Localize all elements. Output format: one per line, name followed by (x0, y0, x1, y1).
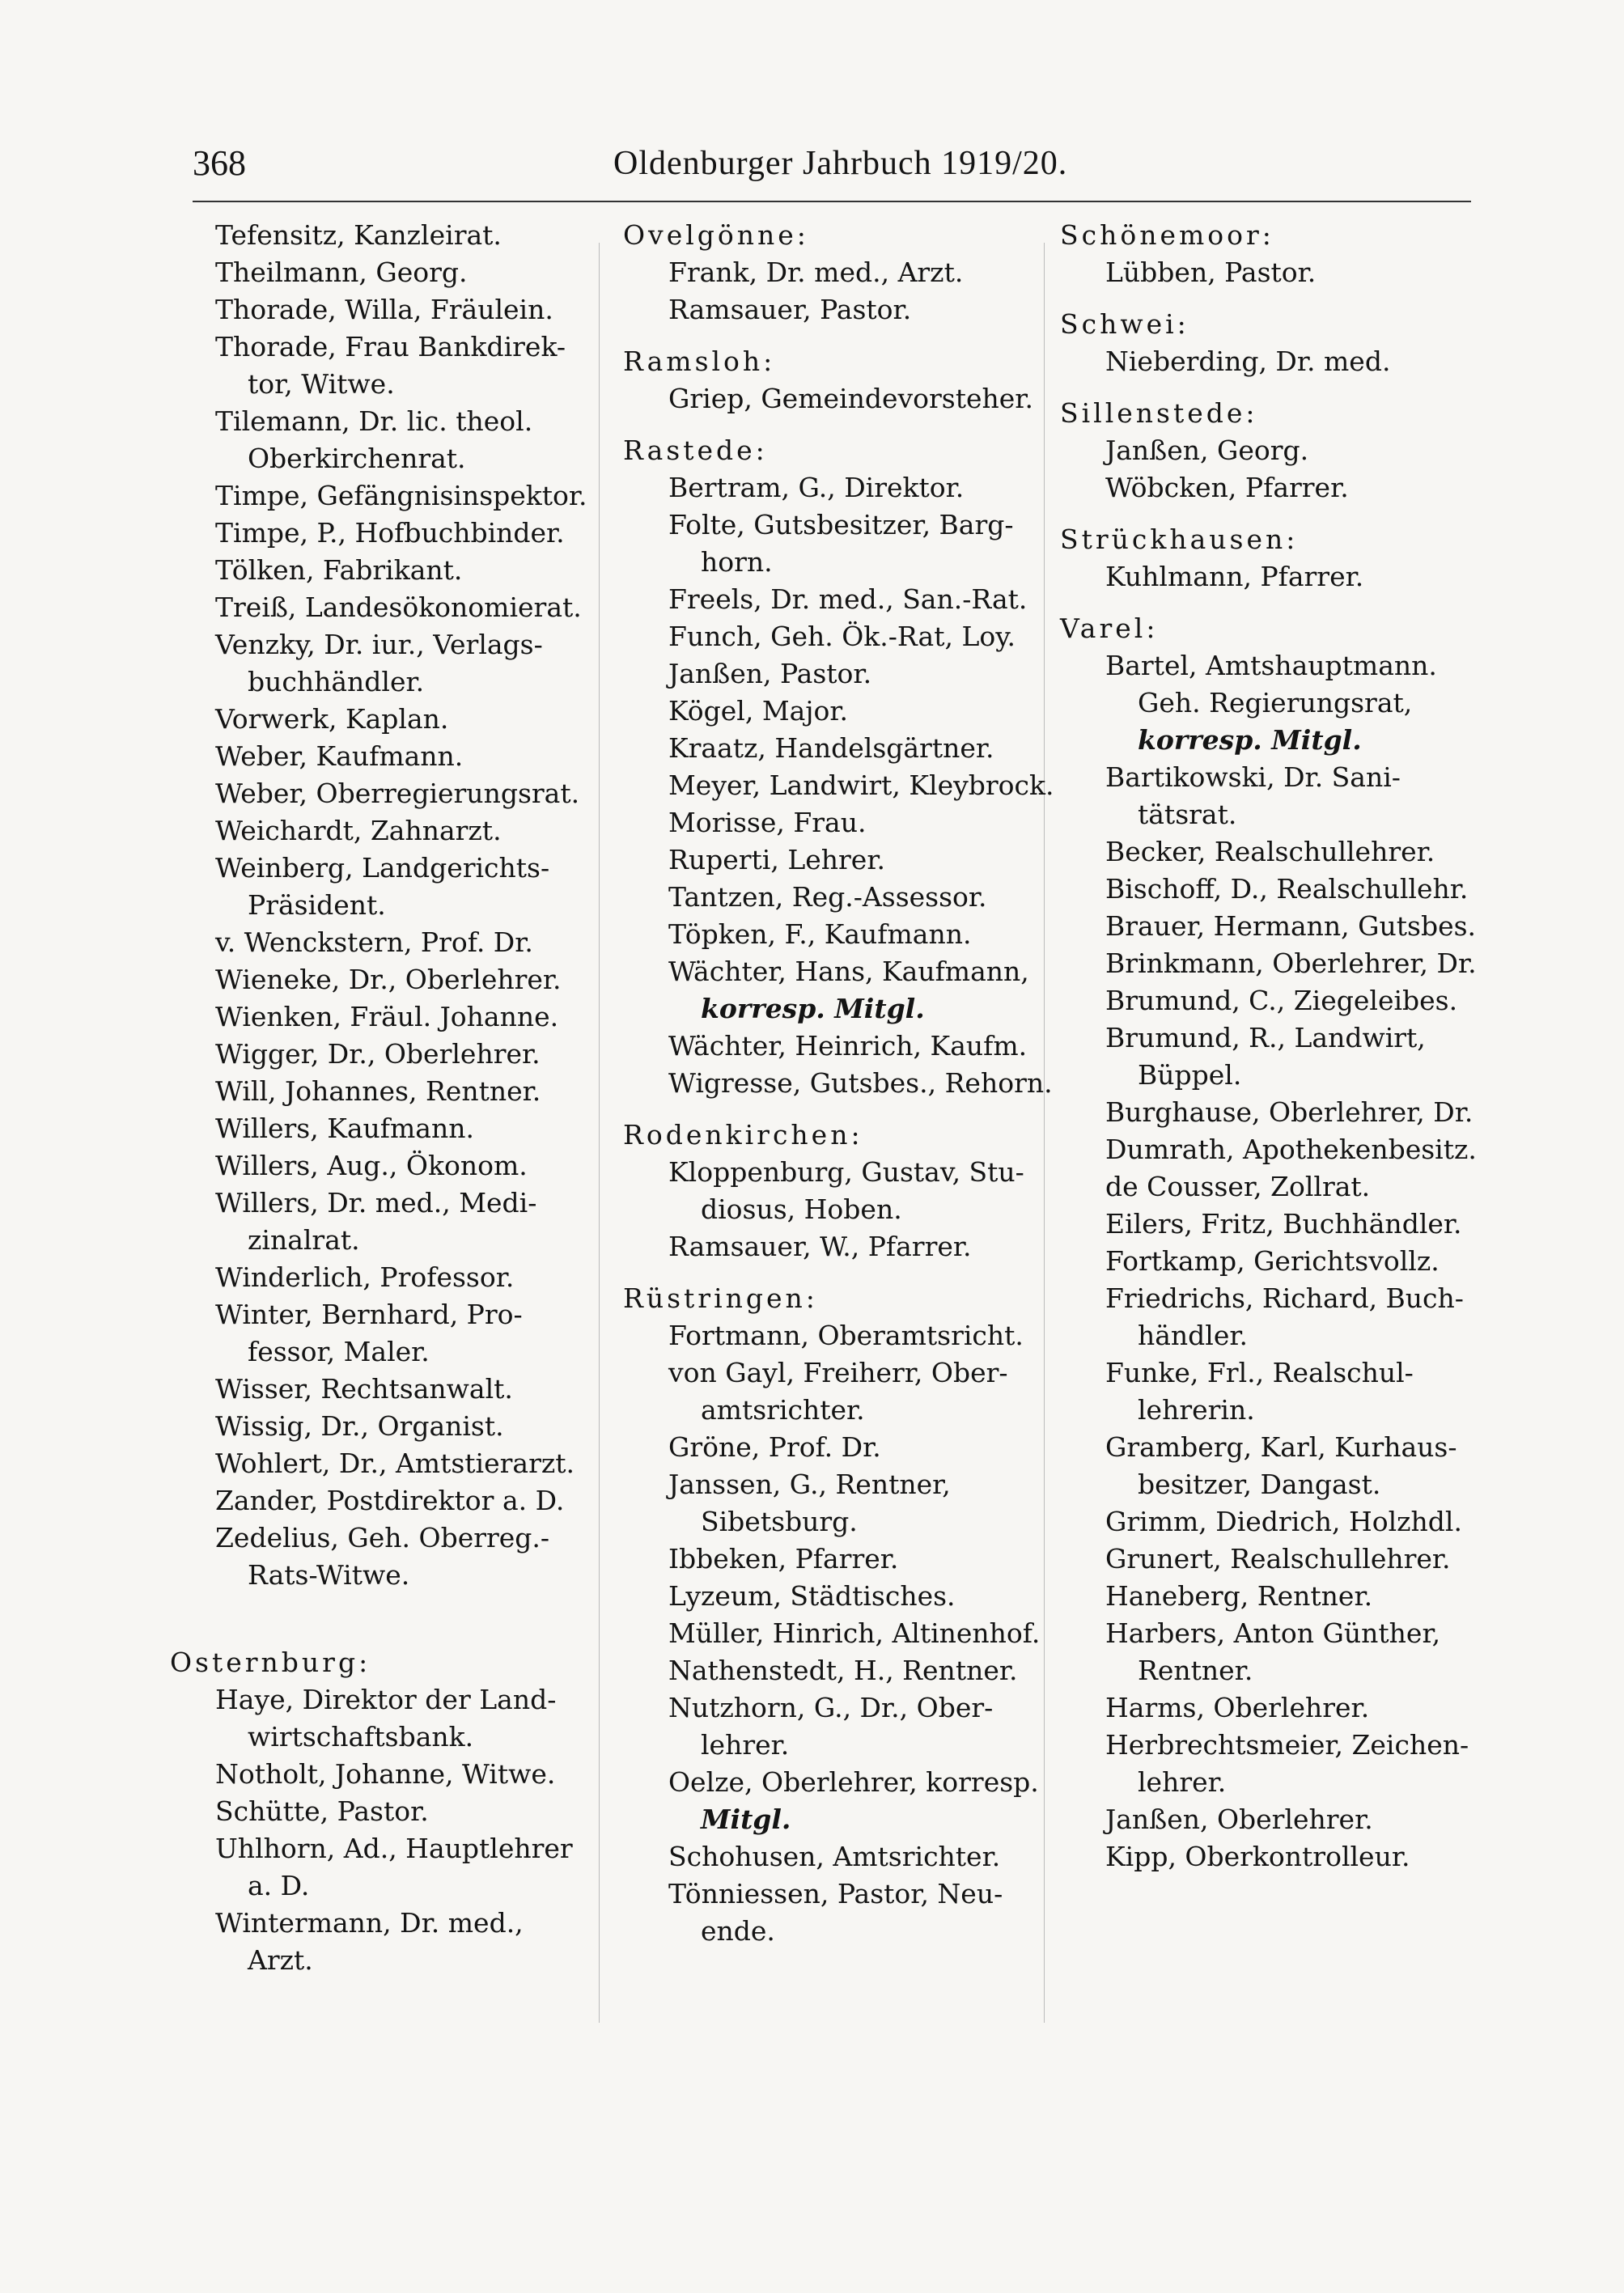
member-entry: Ruperti, Lehrer. (668, 844, 885, 875)
entry-continuation: besitzer, Dangast. (1138, 1469, 1381, 1500)
place-heading: Osternburg: (170, 1647, 371, 1678)
member-entry: Funke, Frl., Realschul- (1105, 1357, 1414, 1388)
member-entry: Weinberg, Landgerichts- (215, 852, 550, 884)
member-entry: Schütte, Pastor. (215, 1795, 429, 1827)
member-entry: Lyzeum, Städtisches. (668, 1580, 956, 1612)
entry-continuation: a. D. (248, 1870, 310, 1901)
column-left (170, 217, 591, 1979)
member-entry: Vorwerk, Kaplan. (215, 703, 449, 735)
member-entry: Wissig, Dr., Organist. (215, 1410, 504, 1442)
member-entry: Gröne, Prof. Dr. (668, 1431, 881, 1463)
entry-continuation: korresp. Mitgl. (1138, 724, 1362, 756)
member-entry: Ibbeken, Pfarrer. (668, 1543, 899, 1575)
member-entry: Uhlhorn, Ad., Hauptlehrer (215, 1833, 573, 1864)
column-divider (599, 243, 600, 2023)
member-entry: Bertram, G., Direktor. (668, 472, 965, 503)
member-entry: Nieberding, Dr. med. (1105, 345, 1391, 377)
member-entry: Grunert, Realschullehrer. (1105, 1543, 1451, 1575)
member-entry: Wigresse, Gutsbes., Rehorn. (668, 1067, 1053, 1099)
place-heading: Schönemoor: (1060, 219, 1274, 251)
entry-continuation: Geh. Regierungsrat, (1138, 687, 1413, 718)
member-entry: Brumund, C., Ziegeleibes. (1105, 985, 1458, 1016)
entry-continuation: lehrer. (1138, 1766, 1227, 1798)
member-entry: Treiß, Landesökonomierat. (215, 591, 582, 623)
member-entry: Wieneke, Dr., Oberlehrer. (215, 964, 562, 995)
entry-continuation: händler. (1138, 1320, 1249, 1351)
entry-continuation: Rats-Witwe. (248, 1559, 410, 1591)
section-gap (170, 1594, 591, 1630)
member-entry: Meyer, Landwirt, Kleybrock. (668, 769, 1054, 801)
member-entry: Venzky, Dr. iur., Verlags- (215, 629, 543, 660)
place-heading: Ovelgönne: (623, 219, 809, 251)
member-entry: Herbrechtsmeier, Zeichen- (1105, 1729, 1469, 1761)
member-entry: Haneberg, Rentner. (1105, 1580, 1373, 1612)
column-middle (623, 217, 1054, 1950)
entry-continuation: Arzt. (248, 1944, 313, 1976)
entry-continuation: Präsident. (248, 889, 386, 921)
member-entry: Haye, Direktor der Land- (215, 1684, 557, 1715)
member-entry: Thorade, Frau Bankdirek- (215, 331, 566, 362)
member-entry: Wienken, Fräul. Johanne. (215, 1001, 559, 1032)
member-entry: Wächter, Hans, Kaufmann, (668, 956, 1029, 987)
column-divider (1044, 243, 1045, 2023)
column-right (1060, 217, 1477, 1876)
member-entry: Winderlich, Professor. (215, 1261, 515, 1293)
member-entry: Kuhlmann, Pfarrer. (1105, 561, 1364, 592)
entry-continuation: horn. (701, 546, 773, 578)
member-entry: Ramsauer, W., Pfarrer. (668, 1231, 972, 1262)
member-entry: Harbers, Anton Günther, (1105, 1617, 1441, 1649)
member-entry: Kögel, Major. (668, 695, 849, 727)
member-entry: Tefensitz, Kanzleirat. (215, 219, 502, 251)
entry-continuation: amtsrichter. (701, 1394, 865, 1426)
member-entry: Kloppenburg, Gustav, Stu- (668, 1156, 1024, 1188)
member-entry: Schohusen, Amtsrichter. (668, 1841, 1001, 1872)
member-entry: Tilemann, Dr. lic. theol. (215, 405, 533, 437)
member-entry: Weichardt, Zahnarzt. (215, 815, 502, 846)
entry-continuation: tätsrat. (1138, 799, 1237, 830)
place-heading: Ramsloh: (623, 345, 776, 377)
entry-continuation: wirtschaftsbank. (248, 1721, 474, 1753)
member-entry: Nutzhorn, G., Dr., Ober- (668, 1692, 994, 1723)
member-entry: Gramberg, Karl, Kurhaus- (1105, 1431, 1457, 1463)
member-entry: Freels, Dr. med., San.-Rat. (668, 583, 1028, 615)
member-entry: Friedrichs, Richard, Buch- (1105, 1282, 1464, 1314)
entry-continuation: lehrerin. (1138, 1394, 1255, 1426)
member-entry: Janßen, Pastor. (668, 658, 872, 689)
place-heading: Strückhausen: (1060, 523, 1299, 555)
member-entry: Wintermann, Dr. med., (215, 1907, 524, 1939)
member-entry: Oelze, Oberlehrer, korresp. (668, 1766, 1039, 1798)
member-entry: Kraatz, Handelsgärtner. (668, 732, 994, 764)
member-entry: Zander, Postdirektor a. D. (215, 1485, 565, 1516)
member-entry: Frank, Dr. med., Arzt. (668, 256, 964, 288)
entry-continuation: buchhändler. (248, 666, 425, 697)
member-entry: Wächter, Heinrich, Kaufm. (668, 1030, 1028, 1062)
member-entry: Wisser, Rechtsanwalt. (215, 1373, 513, 1405)
member-entry: Wigger, Dr., Oberlehrer. (215, 1038, 541, 1070)
place-heading: Rodenkirchen: (623, 1119, 863, 1151)
member-entry: Brumund, R., Landwirt, (1105, 1022, 1426, 1053)
member-entry: Lübben, Pastor. (1105, 256, 1317, 288)
member-entry: Willers, Aug., Ökonom. (215, 1150, 528, 1181)
member-entry: Weber, Oberregierungsrat. (215, 778, 580, 809)
entry-continuation: ende. (701, 1915, 775, 1947)
member-entry: Harms, Oberlehrer. (1105, 1692, 1370, 1723)
entry-continuation: fessor, Maler. (248, 1336, 430, 1367)
member-entry: Willers, Kaufmann. (215, 1113, 474, 1144)
place-heading: Rastede: (623, 434, 768, 466)
member-entry: Dumrath, Apothekenbesitz. (1105, 1134, 1477, 1165)
member-entry: Fortmann, Oberamtsricht. (668, 1320, 1024, 1351)
member-entry: Will, Johannes, Rentner. (215, 1075, 541, 1107)
entry-continuation: Büppel. (1138, 1059, 1242, 1091)
member-entry: Wöbcken, Pfarrer. (1105, 472, 1349, 503)
member-entry: v. Wenckstern, Prof. Dr. (215, 926, 533, 958)
member-entry: Fortkamp, Gerichtsvollz. (1105, 1245, 1440, 1277)
member-entry: Burghause, Oberlehrer, Dr. (1105, 1096, 1473, 1128)
member-entry: Griep, Gemeindevorsteher. (668, 383, 1033, 414)
entry-continuation: zinalrat. (248, 1224, 360, 1256)
entry-continuation: Rentner. (1138, 1655, 1253, 1686)
member-entry: Wohlert, Dr., Amtstierarzt. (215, 1447, 575, 1479)
member-entry: Grimm, Diedrich, Holzhdl. (1105, 1506, 1462, 1537)
member-entry: Funch, Geh. Ök.-Rat, Loy. (668, 621, 1016, 652)
member-entry: Weber, Kaufmann. (215, 740, 464, 772)
member-entry: Brauer, Hermann, Gutsbes. (1105, 910, 1477, 942)
member-entry: Timpe, Gefängnisinspektor. (215, 480, 587, 511)
place-heading: Sillenstede: (1060, 397, 1258, 429)
member-entry: Zedelius, Geh. Oberreg.- (215, 1522, 550, 1553)
member-entry: Janßen, Oberlehrer. (1105, 1803, 1373, 1835)
page-header (193, 139, 1471, 196)
entry-continuation: Mitgl. (701, 1803, 791, 1835)
member-entry: Müller, Hinrich, Altinenhof. (668, 1617, 1041, 1649)
member-entry: Folte, Gutsbesitzer, Barg- (668, 509, 1014, 540)
member-entry: Tölken, Fabrikant. (215, 554, 463, 586)
page-number: 368 (193, 143, 246, 183)
entry-continuation: diosus, Hoben. (701, 1193, 902, 1225)
running-title: Oldenburger Jahrbuch 1919/20. (613, 145, 1068, 182)
member-entry: Tantzen, Reg.-Assessor. (668, 881, 987, 913)
member-entry: Janssen, G., Rentner, (668, 1469, 951, 1500)
member-entry: von Gayl, Freiherr, Ober- (668, 1357, 1008, 1388)
entry-continuation: korresp. Mitgl. (701, 993, 925, 1024)
member-entry: Ramsauer, Pastor. (668, 294, 912, 325)
entry-continuation: lehrer. (701, 1729, 790, 1761)
place-heading: Varel: (1060, 612, 1159, 644)
member-entry: Timpe, P., Hofbuchbinder. (215, 517, 565, 549)
member-entry: de Cousser, Zollrat. (1105, 1171, 1371, 1202)
member-entry: Bischoff, D., Realschullehr. (1105, 873, 1469, 905)
member-entry: Willers, Dr. med., Medi- (215, 1187, 537, 1219)
member-entry: Notholt, Johanne, Witwe. (215, 1758, 556, 1790)
member-entry: Nathenstedt, H., Rentner. (668, 1655, 1018, 1686)
member-entry: Bartikowski, Dr. Sani- (1105, 761, 1401, 793)
member-entry: Theilmann, Georg. (215, 256, 468, 288)
member-entry: Kipp, Oberkontrolleur. (1105, 1841, 1410, 1872)
entry-continuation: Sibetsburg. (701, 1506, 858, 1537)
member-entry: Eilers, Fritz, Buchhändler. (1105, 1208, 1462, 1240)
member-entry: Brinkmann, Oberlehrer, Dr. (1105, 947, 1477, 979)
member-entry: Becker, Realschullehrer. (1105, 836, 1435, 867)
member-entry: Janßen, Georg. (1105, 434, 1309, 466)
member-entry: Winter, Bernhard, Pro- (215, 1299, 523, 1330)
member-entry: Töpken, F., Kaufmann. (668, 918, 972, 950)
member-entry: Bartel, Amtshauptmann. (1105, 650, 1437, 681)
entry-continuation: Oberkirchenrat. (248, 443, 466, 474)
member-entry: Tönniessen, Pastor, Neu- (668, 1878, 1003, 1909)
place-heading: Rüstringen: (623, 1282, 818, 1314)
member-entry: Morisse, Frau. (668, 807, 867, 838)
header-rule (193, 201, 1471, 202)
entry-continuation: tor, Witwe. (248, 368, 395, 400)
place-heading: Schwei: (1060, 308, 1189, 340)
member-entry: Thorade, Willa, Fräulein. (215, 294, 553, 325)
